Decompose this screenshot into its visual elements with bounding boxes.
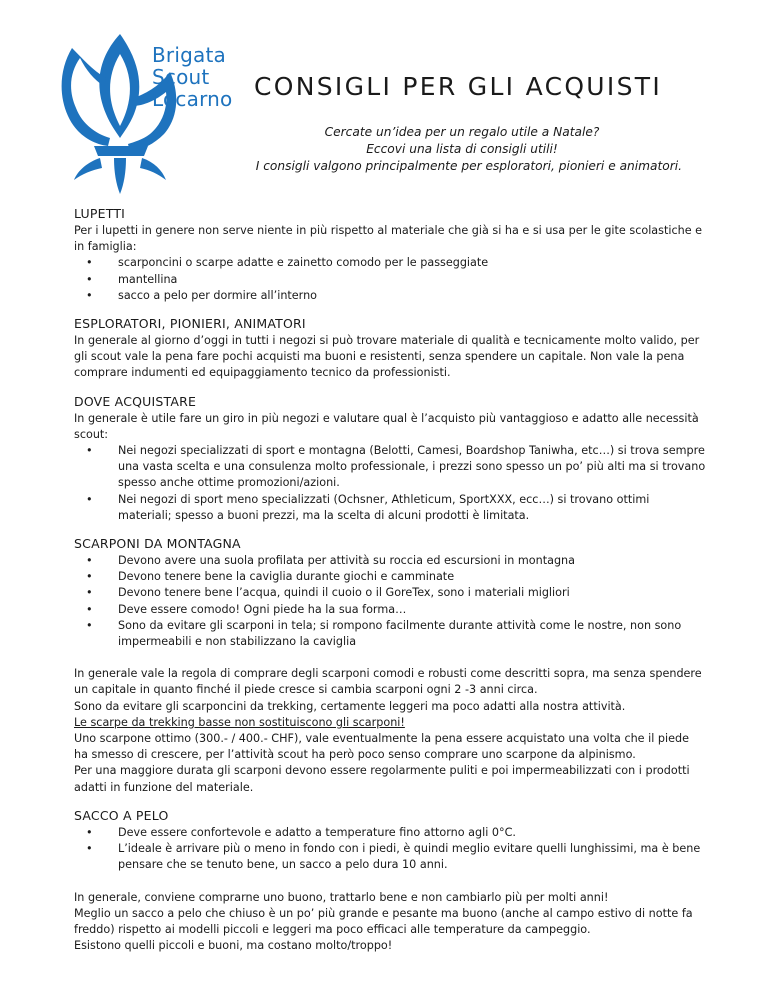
- bullet-list: [74, 255, 706, 304]
- list-item-text: Devono avere una suola profilata per attività su roccia ed escursioni in montagna: [118, 554, 575, 568]
- section-dove-acquistare: [74, 394, 706, 524]
- list-item: [74, 602, 706, 618]
- section-esploratori: [74, 316, 706, 382]
- list-item-text: Deve essere comodo! Ogni piede ha la sua forma…: [118, 602, 407, 616]
- bullet-icon: •: [86, 842, 93, 856]
- intro-line: Cercate un’idea per un regalo utile a Natale?: [324, 125, 600, 139]
- list-item: [74, 585, 706, 601]
- list-item-text: L’ideale è arrivare più o meno in fondo con i piedi, è quindi meglio evitare quelli lunghissimi, ma è bene pensare che se tenuto bene, un sacco a pelo dura 10 anni.: [118, 842, 701, 872]
- list-item-text: Nei negozi di sport meno specializzati (Ochsner, Athleticum, SportXXX, ecc…) si trovano ottimi materiali; spesso a buoni prezzi, ma la scelta di alcuni prodotti è limitata.: [118, 492, 650, 522]
- spacer: [74, 650, 706, 666]
- section-sacco-a-pelo: [74, 808, 706, 954]
- list-item-text: Deve essere confortevole e adatto a temperature fino attorno agli 0°C.: [118, 825, 516, 839]
- bullet-icon: •: [86, 825, 93, 839]
- section-title: LUPETTI: [74, 206, 126, 221]
- document-body: [74, 206, 706, 966]
- paragraph: Meglio un sacco a pelo che chiuso è un po’ più grande e pesante ma buono (anche al campo estivo di notte fa freddo) rispetto ai modelli piccoli e leggeri ma poco efficaci alle temperature da campeggio.: [74, 906, 693, 936]
- page-title: CONSIGLI PER GLI ACQUISTI: [254, 72, 662, 101]
- section-title: SACCO A PELO: [74, 807, 169, 823]
- list-item-text: Sono da evitare gli scarponi in tela; si rompono facilmente durante attività come le nostre, non sono impermeabili e non stabilizzano la caviglia: [118, 618, 682, 649]
- list-item: [74, 443, 706, 492]
- intro-line: I consigli valgono principalmente per esploratori, pionieri e animatori.: [255, 159, 682, 173]
- bullet-icon: •: [86, 570, 93, 584]
- spacer: [74, 874, 706, 890]
- list-item-text: Nei negozi specializzati di sport e montagna (Belotti, Camesi, Boardshop Taniwha, etc…) si trova sempre una vasta scelta e una consulenza molto professionale, i prezzi sono spesso un po’ più alti ma si trovano spesso anche ottime promozioni/azioni.: [118, 444, 706, 490]
- paragraph: In generale vale la regola di comprare degli scarponi comodi e robusti come descritti sopra, ma senza spendere un capitale in quanto finché il piede cresce si cambia scarponi ogni 2 -3 anni circa.: [74, 667, 702, 697]
- section-title: SCARPONI DA MONTAGNA: [74, 536, 241, 552]
- paragraph: In generale, conviene comprarne uno buono, trattarlo bene e non cambiarlo più per molti anni!: [74, 890, 609, 904]
- paragraph: Sono da evitare gli scarponcini da trekking, certamente leggeri ma poco adatti alla nostra attività.: [74, 699, 626, 713]
- bullet-list: [74, 443, 706, 524]
- paragraph: Uno scarpone ottimo (300.- / 400.- CHF), vale eventualmente la pena essere acquistato una volta che il piede ha smesso di crescere, per l’attività scout ha però poco senso comprare uno scarpone da alpinismo.: [74, 732, 689, 762]
- paragraph: In generale è utile fare un giro in più negozi e valutare qual è l’acquisto più vantaggioso e adatto alle necessità scout:: [74, 411, 699, 441]
- intro: [122, 124, 682, 175]
- brand-line: Scout: [152, 65, 210, 89]
- bullet-icon: •: [86, 554, 93, 568]
- list-item: [74, 255, 706, 271]
- list-item-text: Devono tenere bene la caviglia durante giochi e camminate: [118, 570, 455, 584]
- bullet-list: [74, 825, 706, 874]
- list-item-text: mantellina: [118, 272, 178, 286]
- brand-name: [152, 44, 232, 110]
- intro-line: Eccovi una lista di consigli utili!: [366, 142, 558, 156]
- list-item: [74, 825, 706, 841]
- bullet-icon: •: [86, 272, 93, 286]
- bullet-icon: •: [86, 602, 93, 616]
- paragraph: In generale al giorno d’oggi in tutti i negozi si può trovare materiale di qualità e tecnicamente molto valido, per gli scout vale la pena fare pochi acquisti ma buoni e resistenti, senza spendere un capitale. Non vale la pena comprare indumenti ed equipaggiamento tecnico da professionisti.: [74, 334, 700, 380]
- list-item-text: sacco a pelo per dormire all’interno: [118, 288, 318, 302]
- section-lupetti: [74, 206, 706, 304]
- section-title: DOVE ACQUISTARE: [74, 393, 197, 409]
- underlined-note: Le scarpe da trekking basse non sostituiscono gli scarponi!: [74, 715, 405, 729]
- list-item: [74, 841, 706, 873]
- paragraph: Esistono quelli piccoli e buoni, ma costano molto/troppo!: [74, 939, 393, 953]
- bullet-icon: •: [86, 492, 93, 506]
- brand-line: Brigata: [152, 43, 226, 67]
- paragraph: Per una maggiore durata gli scarponi devono essere regolarmente puliti e poi impermeabilizzati con i prodotti adatti in funzione del materiale.: [74, 764, 690, 794]
- bullet-icon: •: [86, 618, 93, 632]
- list-item-text: scarponcini o scarpe adatte e zainetto comodo per le passeggiate: [118, 256, 489, 270]
- list-item-text: Devono tenere bene l’acqua, quindi il cuoio o il GoreTex, sono i materiali migliori: [118, 586, 570, 600]
- paragraph: Per i lupetti in genere non serve niente in più rispetto al materiale che già si ha e si usa per le gite scolastiche e in famiglia:: [74, 224, 703, 254]
- bullet-icon: •: [86, 256, 93, 270]
- list-item: [74, 553, 706, 569]
- bullet-icon: •: [86, 288, 93, 302]
- list-item: [74, 618, 706, 650]
- list-item: [74, 288, 706, 304]
- section-scarponi: [74, 536, 706, 796]
- bullet-icon: •: [86, 586, 93, 600]
- brand-line: Locarno: [152, 87, 233, 111]
- list-item: [74, 492, 706, 524]
- bullet-list: [74, 553, 706, 650]
- list-item: [74, 272, 706, 288]
- list-item: [74, 569, 706, 585]
- bullet-icon: •: [86, 444, 93, 458]
- section-title: ESPLORATORI, PIONIERI, ANIMATORI: [74, 316, 306, 332]
